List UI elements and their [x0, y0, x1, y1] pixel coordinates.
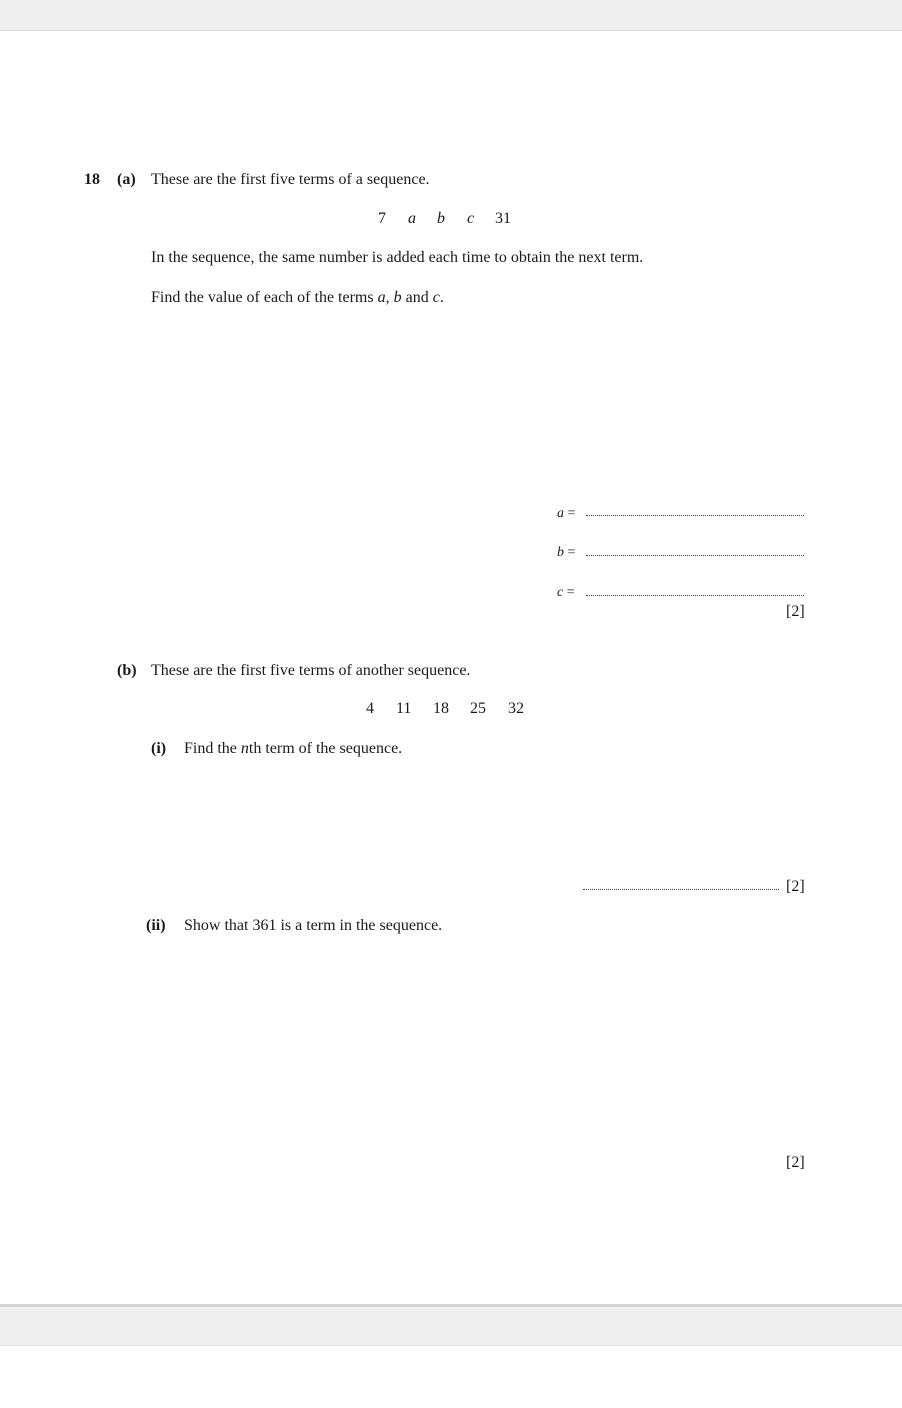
part-a-marks: [2]	[786, 603, 805, 620]
answer-c-field[interactable]	[586, 595, 804, 596]
answer-a-field[interactable]	[586, 515, 804, 516]
sequence-a-term-1: 7	[378, 210, 386, 227]
part-a-label: (a)	[117, 171, 136, 188]
part-b-label: (b)	[117, 662, 137, 679]
answer-nth-term-field[interactable]	[583, 889, 779, 890]
part-a-task: Find the value of each of the terms a, b and c.	[151, 289, 444, 306]
sub-i-text: Find the nth term of the sequence.	[184, 740, 403, 757]
question-number: 18	[84, 171, 100, 188]
sequence-b-term-4: 25	[470, 700, 486, 717]
sequence-b-term-3: 18	[433, 700, 449, 717]
sub-i-label: (i)	[151, 740, 167, 757]
sequence-a-term-3: b	[437, 210, 445, 227]
answer-a-label: a =	[557, 506, 576, 521]
sequence-a-term-5: 31	[495, 210, 511, 227]
viewer-bottom-bar	[0, 1304, 902, 1346]
sub-ii-text: Show that 361 is a term in the sequence.	[184, 917, 443, 934]
sub-i-marks: [2]	[786, 878, 805, 895]
answer-b-field[interactable]	[586, 555, 804, 556]
sequence-a-term-2: a	[408, 210, 416, 227]
sequence-b-term-5: 32	[508, 700, 524, 717]
sub-ii-label: (ii)	[146, 917, 166, 934]
part-a-intro: These are the first five terms of a sequence.	[151, 171, 430, 188]
sequence-b-term-2: 11	[396, 700, 412, 717]
viewer-top-bar	[0, 0, 902, 31]
part-b-intro: These are the first five terms of another sequence.	[151, 662, 471, 679]
answer-c-label: c =	[557, 585, 575, 600]
sequence-a-term-4: c	[467, 210, 475, 227]
sub-ii-marks: [2]	[786, 1154, 805, 1171]
part-a-statement: In the sequence, the same number is added each time to obtain the next term.	[151, 249, 644, 266]
answer-b-label: b =	[557, 545, 576, 560]
sequence-b-term-1: 4	[366, 700, 374, 717]
